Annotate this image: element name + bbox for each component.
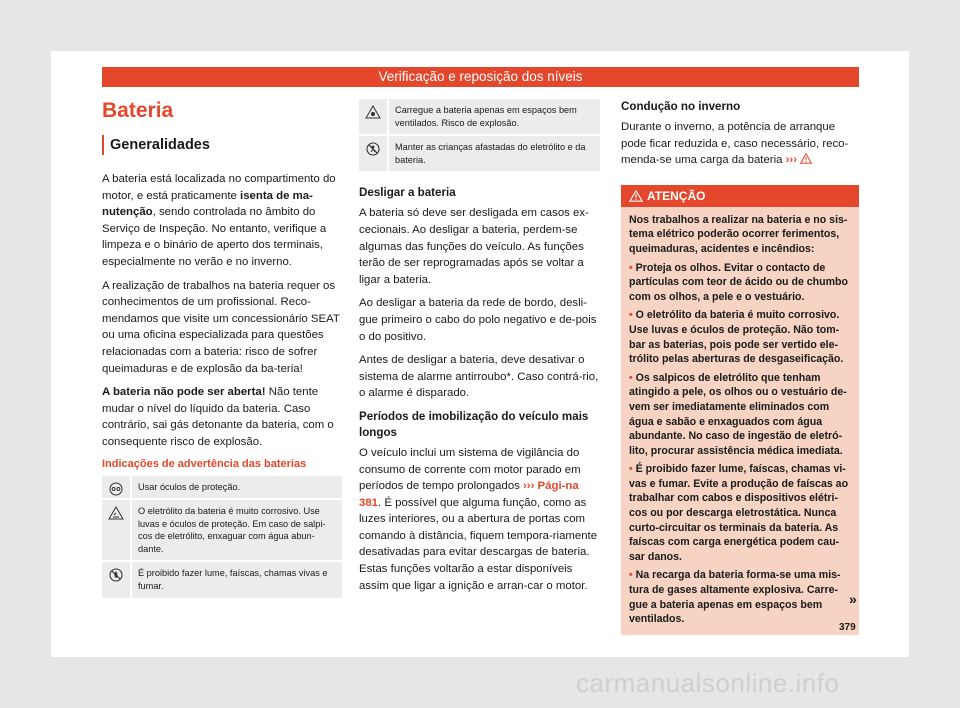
paragraph-consumption: O veículo inclui um sistema de vigilância do consumo de corrente com motor parado em períodos de tempo prolongados ››› Pági-na 381. É possível que alguma função, como as luzes interiores, ou a abertura de portas com comando à distância, fiquem tempora-riamente desativadas para evitar descargas de bateria. Estas funções voltarão a estar disponíveis assim que ligar a ignição e arran-car o motor. xyxy=(359,446,598,592)
warning-triangle-icon xyxy=(629,190,643,202)
column-1 xyxy=(102,99,342,602)
paragraph-disconnect: A bateria só deve ser desligada em casos ex-cecionais. Ao desligar a bateria, perdem-se algumas das funções do veículo. As funções terão de ser reprogramadas após se voltar a ligar a bateria. xyxy=(359,207,589,286)
watermark-text: carmanualsonline.info xyxy=(576,668,840,698)
warning-box xyxy=(621,185,859,635)
table-cell: Carregue a bateria apenas em espaços bem ventilados. Risco de explosão. xyxy=(395,105,577,128)
warning-symbols-table xyxy=(102,476,342,598)
paragraph-disconnect-order: Ao desligar a bateria da rede de bordo, desli-gue primeiro o cabo do polo negativo e de-pois o do positivo. xyxy=(359,297,597,343)
warning-reference-link[interactable]: ››› xyxy=(785,154,798,167)
page xyxy=(51,51,909,657)
heading-disconnect-battery: Desligar a bateria xyxy=(359,186,456,200)
table-row xyxy=(359,99,600,136)
column-3 xyxy=(621,99,859,635)
table-row xyxy=(359,136,600,171)
warning-bullet: • O eletrólito da bateria é muito corrosivo. Use luvas e óculos de proteção. Não tom-bar as baterias, pois pode ser vertido ele-trólito pelas aberturas de desgaseificação. xyxy=(629,309,844,366)
warning-intro: Nos trabalhos a realizar na bateria e no sis-tema elétrico poderão ocorrer ferimentos, queimaduras, acidentes e incêndios: xyxy=(629,213,848,255)
heading-winter-driving: Condução no inverno xyxy=(621,100,741,113)
warning-bullet: • É proibido fazer lume, faíscas, chamas vi-vas e fumar. Evite a produção de faíscas ao trabalhar com cabos e dispositivos elétri-cos ou por descarga eletrostática. Nunca curto-circuitar os terminais da bateria. As faíscas com carga energética podem cau-sar danos. xyxy=(629,463,849,563)
page-number: 379 xyxy=(839,622,856,633)
corrosive-icon xyxy=(102,500,132,560)
page-reference-link[interactable]: ››› Pági-na 381 xyxy=(359,480,579,509)
paragraph-no-open: A bateria não pode ser aberta! Não tente mudar o nível do líquido da bateria. Caso contrário, sai gás detonante da bateria, com o consequente risco de explosão. xyxy=(102,386,334,448)
eye-protection-icon xyxy=(102,476,132,499)
section-subtitle: Generalidades xyxy=(102,135,342,155)
table-row xyxy=(102,476,342,501)
table-cell: Usar óculos de proteção. xyxy=(138,481,241,492)
paragraph-winter: Durante o inverno, a potência de arranque pode ficar reduzida e, caso necessário, reco-menda-se uma carga da bateria ››› xyxy=(621,121,849,167)
table-cell: Manter as crianças afastadas do eletrólito e da bateria. xyxy=(395,142,586,165)
column-2 xyxy=(359,99,600,601)
no-fire-icon xyxy=(102,562,132,597)
table-cell: É proibido fazer lume, faíscas, chamas vivas e fumar. xyxy=(138,568,328,592)
paragraph-alarm: Antes de desligar a bateria, deve desativar o sistema de alarme antirroubo*. Caso contrá-rio, o alarme é disparado. xyxy=(359,354,599,400)
warning-indications-heading: Indicações de advertência das baterias xyxy=(102,457,307,470)
warning-box-body xyxy=(621,207,859,635)
warning-bullet: • Na recarga da bateria forma-se uma mis-tura de gases altamente explosiva. Carre-gue a bateria apenas em espaços bem ventilados. xyxy=(629,569,841,626)
explosive-icon xyxy=(359,99,389,134)
heading-long-immobilization: Períodos de imobilização do veículo mais longos xyxy=(359,409,589,439)
warning-triangle-icon xyxy=(800,153,812,164)
table-row xyxy=(102,500,342,562)
table-row xyxy=(102,562,342,597)
keep-children-away-icon xyxy=(359,136,389,171)
paragraph-professional: A realização de trabalhos na bateria requer os conhecimentos de um profissional. Reco-mendamos que visite um concessionário SEAT ou uma oficina especializada para questões relacionadas com a bateria: risco de sofrer queimaduras e de explosão da ba-teria! xyxy=(102,279,340,375)
warning-bullet: • Os salpicos de eletrólito que tenham atingido a pele, os olhos ou o vestuário de-vem ser imediatamente eliminados com água e sabão e enxaguados com água abundante. No caso de ingestão de eletró-lito, procurar assistência médica imediata. xyxy=(629,371,847,457)
section-title: Bateria xyxy=(102,99,174,122)
warning-bullet: • Proteja os olhos. Evitar o contacto de partículas com teor de ácido ou de chumbo com os olhos, a pele e o vestuário. xyxy=(629,261,848,303)
warning-symbols-table-continued xyxy=(359,99,600,171)
paragraph-location: A bateria está localizada no compartimento do motor, e está praticamente isenta de ma-nutenção, sendo controlada no âmbito do Serviço de Inspeção. No entanto, verifique a limpeza e o binário de aperto dos terminais, especialmente no verão e no inverno. xyxy=(102,173,336,268)
continue-marker: » xyxy=(849,591,857,607)
warning-box-header: ATENÇÃO xyxy=(621,185,859,207)
table-cell: O eletrólito da bateria é muito corrosivo. Use luvas e óculos de proteção. Em caso de salpi-cos de eletrólito, enxaguar com água abun-dante. xyxy=(138,506,326,554)
page-header: Verificação e reposição dos níveis xyxy=(102,67,859,87)
